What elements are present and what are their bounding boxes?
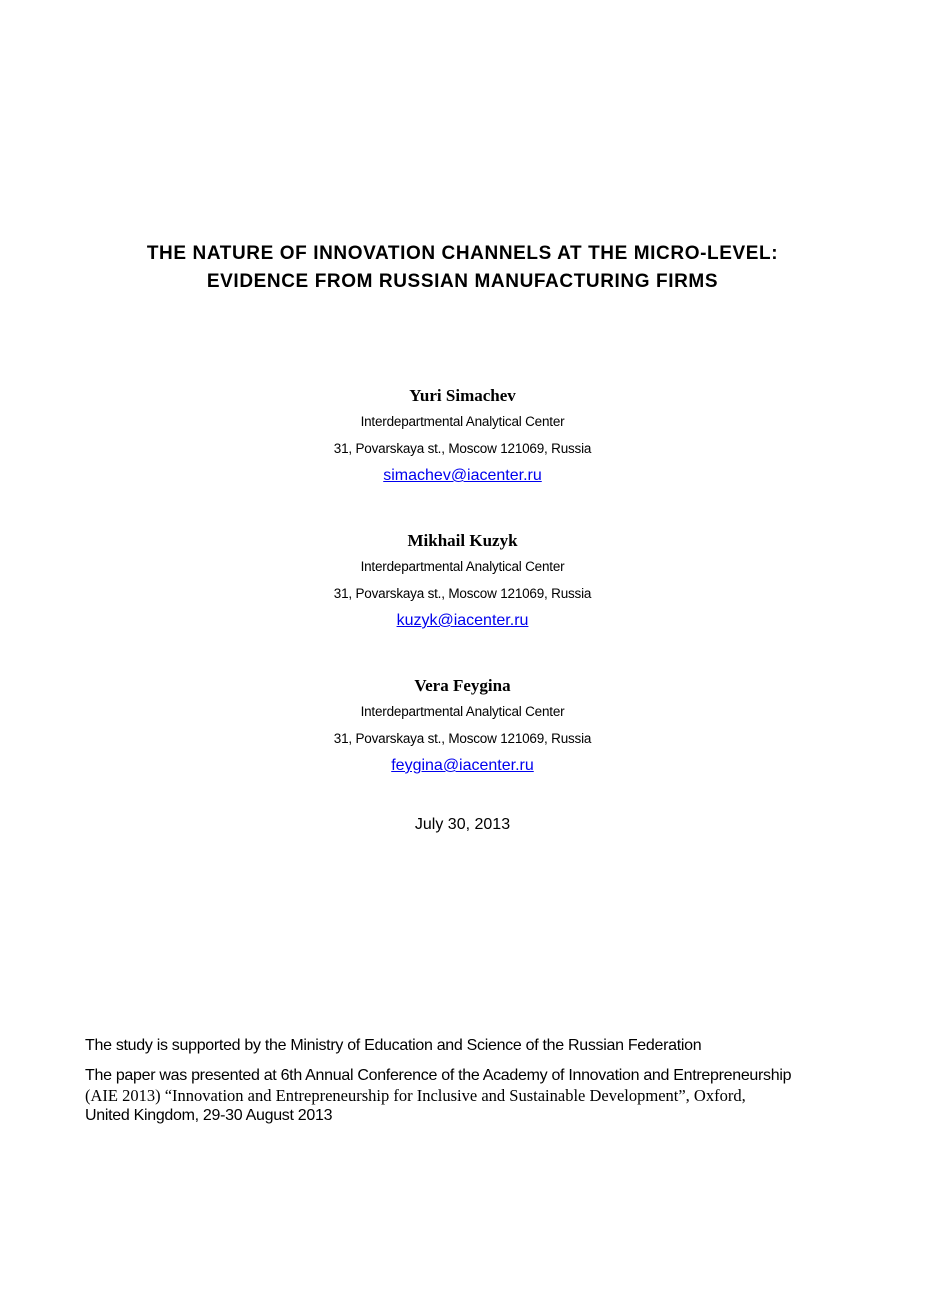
presentation-note-line-3: United Kingdom, 29-30 August 2013 — [85, 1107, 333, 1124]
author-email-link[interactable]: feygina@iacenter.ru — [391, 757, 534, 774]
presentation-note-line-1: The paper was presented at 6th Annual Conference of the Academy of Innovation and Entrepreneurship — [85, 1067, 792, 1084]
author-address: 31, Povarskaya st., Moscow 121069, Russia — [333, 586, 592, 601]
author-block-3 — [0, 676, 925, 776]
presentation-note-line-2: (AIE 2013) “Innovation and Entrepreneurship for Inclusive and Sustainable Development”, Oxford, — [85, 1086, 746, 1105]
paper-date: July 30, 2013 — [414, 816, 511, 833]
author-affiliation: Interdepartmental Analytical Center — [360, 704, 565, 719]
author-name: Vera Feygina — [414, 676, 511, 695]
author-affiliation: Interdepartmental Analytical Center — [360, 414, 565, 429]
author-address: 31, Povarskaya st., Moscow 121069, Russia — [333, 731, 592, 746]
funding-note: The study is supported by the Ministry of Education and Science of the Russian Federation — [85, 1037, 702, 1054]
paper-title-line-2: EVIDENCE FROM RUSSIAN MANUFACTURING FIRMS — [206, 271, 719, 292]
paper-footer-notes — [85, 1036, 870, 1126]
author-name: Yuri Simachev — [409, 386, 516, 405]
paper-title — [0, 240, 925, 296]
author-name: Mikhail Kuzyk — [407, 531, 518, 550]
author-block-2 — [0, 531, 925, 631]
author-affiliation: Interdepartmental Analytical Center — [360, 559, 565, 574]
author-email-link[interactable]: simachev@iacenter.ru — [383, 467, 542, 484]
author-address: 31, Povarskaya st., Moscow 121069, Russia — [333, 441, 592, 456]
paper-title-line-1: THE NATURE OF INNOVATION CHANNELS AT THE MICRO-LEVEL: — [146, 243, 779, 264]
author-block-1 — [0, 386, 925, 486]
author-email-link[interactable]: kuzyk@iacenter.ru — [396, 612, 529, 629]
